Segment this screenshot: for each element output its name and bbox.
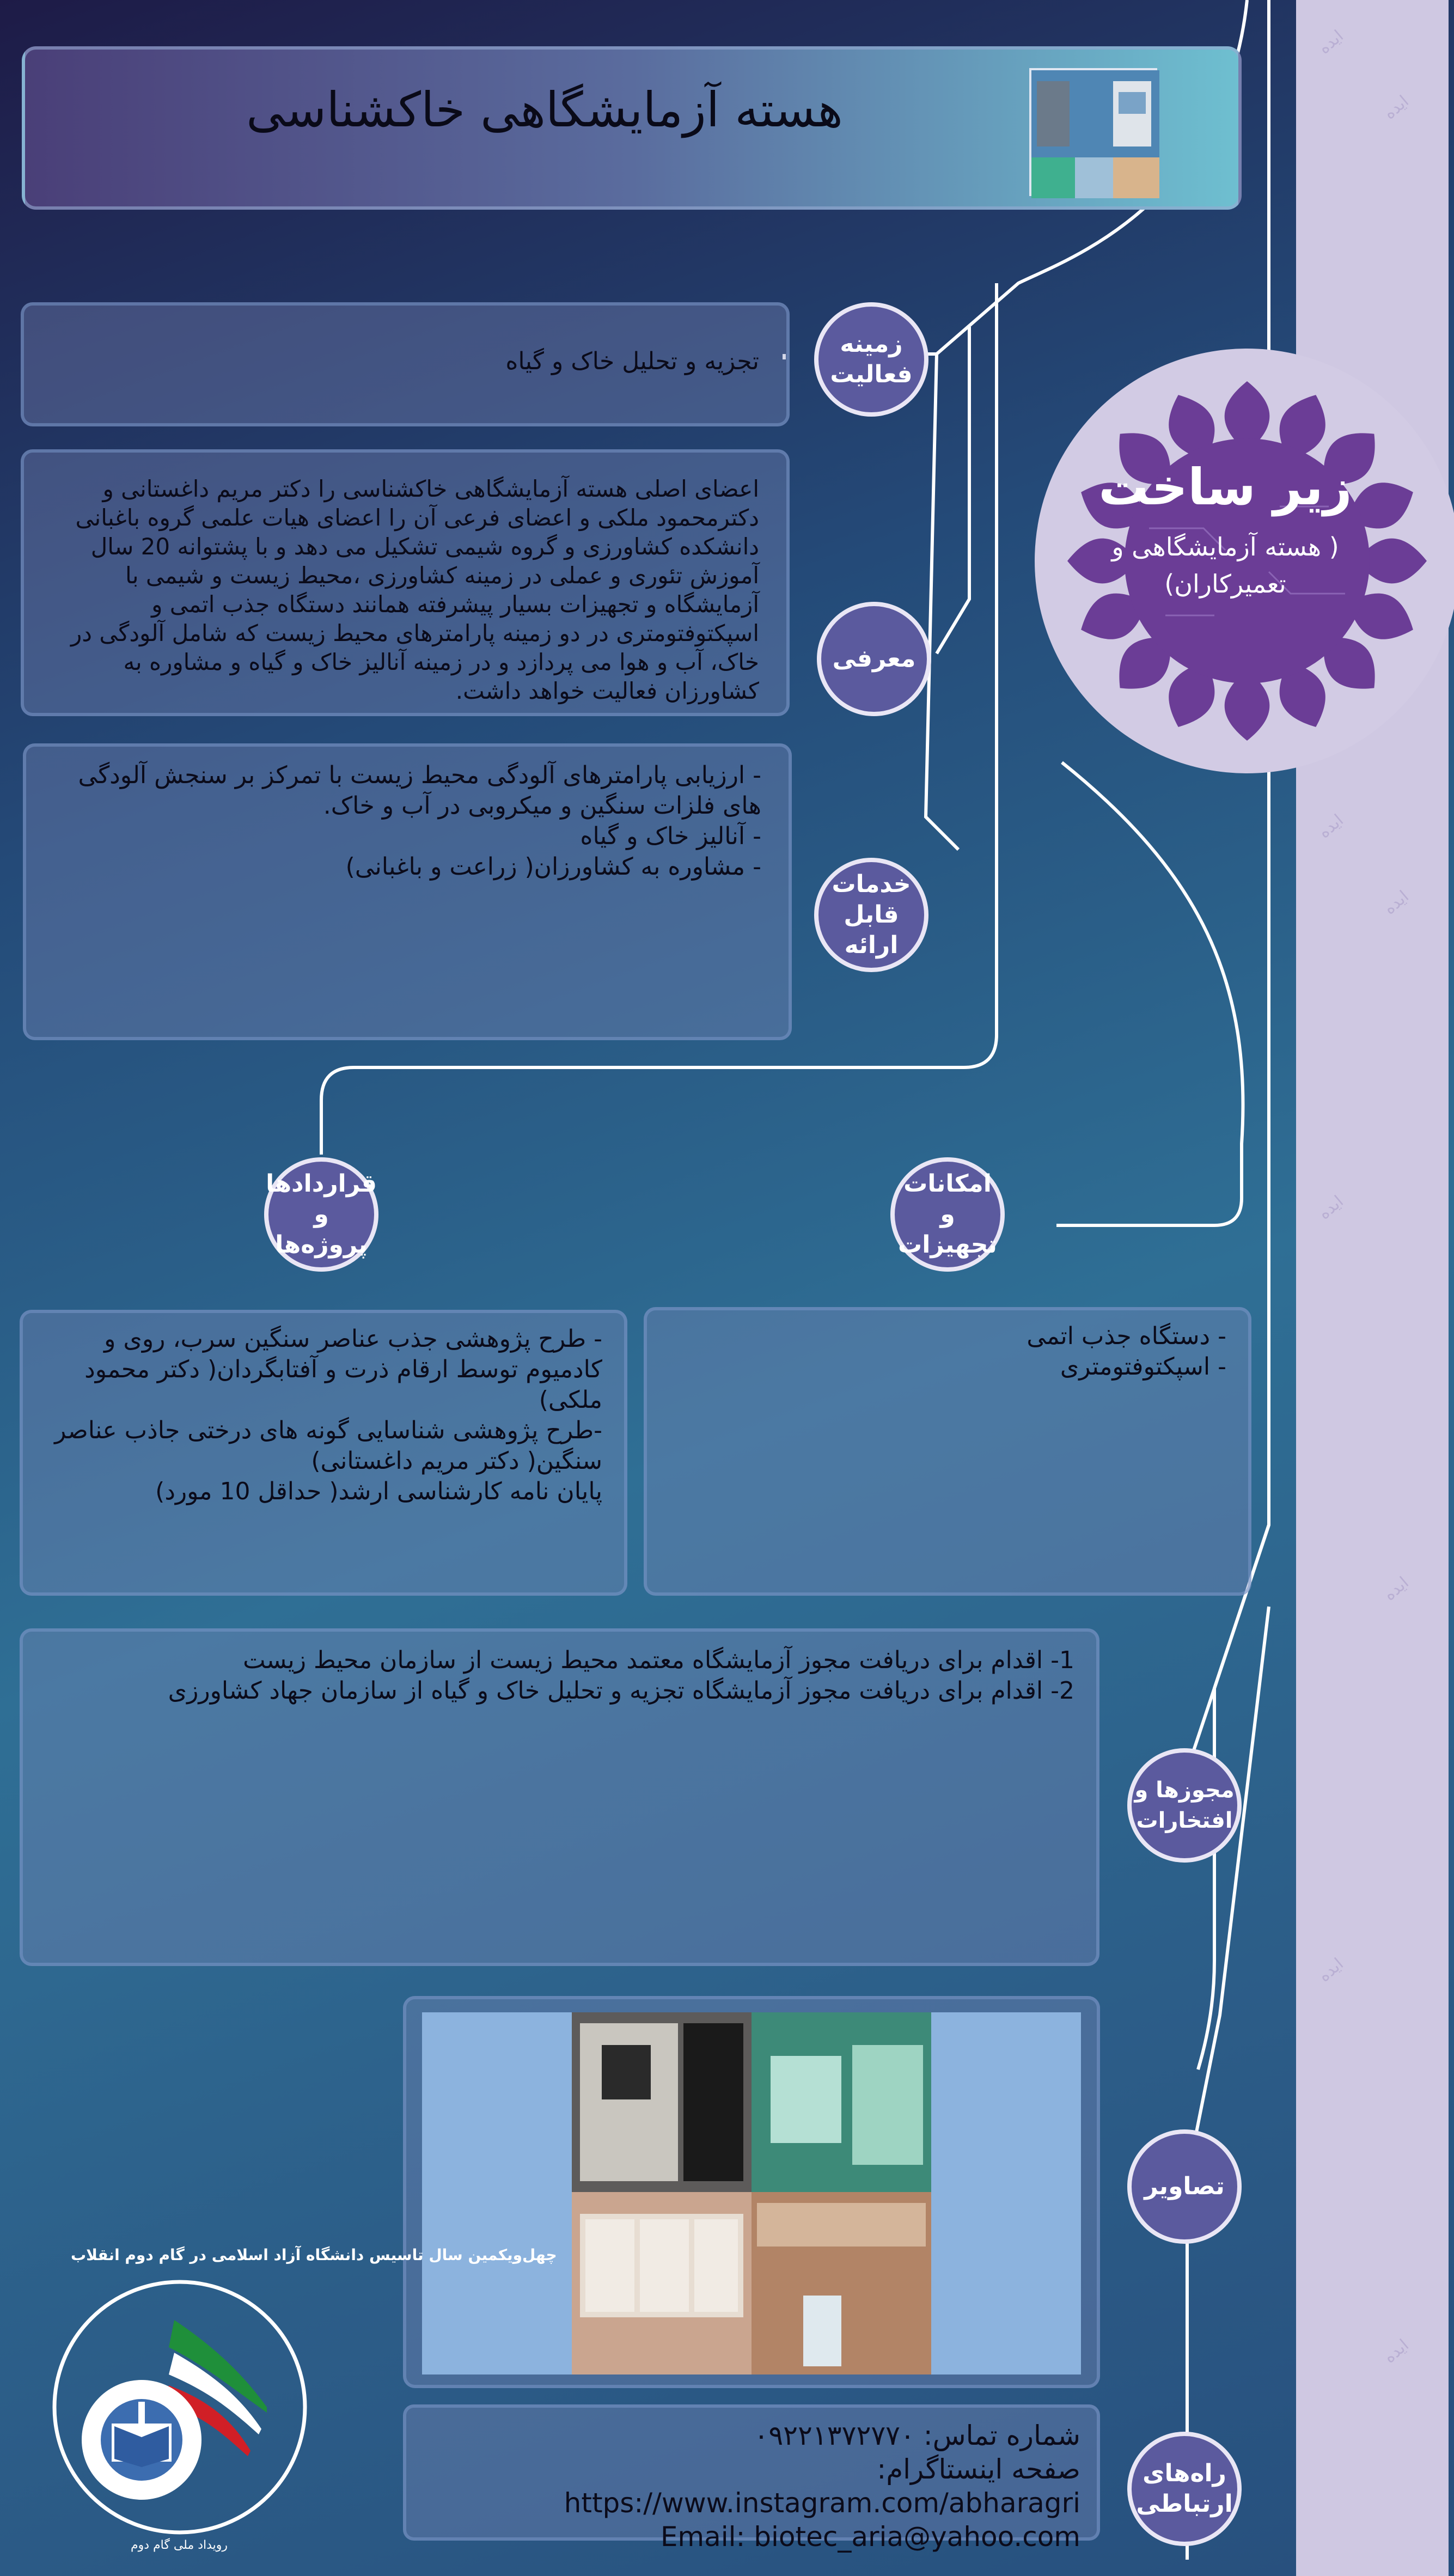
contact-phone: شماره تماس: ۰۹۲۲۱۳۷۲۷۷۰ [754, 2420, 1080, 2451]
services-label: خدمات قابل ارائه [814, 858, 928, 972]
contracts-item: - طرح پژوهشی جذب عناصر سنگین سرب، روی و کادمیوم توسط ارقام ذرت و آفتابگردان( دکتر محمود ملکی) [84, 1325, 602, 1414]
activity-text: تجزیه و تحلیل خاک و گیاه [505, 347, 759, 375]
contact-instagram-row [423, 2452, 1080, 2520]
brand-text [1062, 457, 1389, 602]
activity-label: زمینه فعالیت [814, 302, 928, 417]
watermark: ایده [1315, 26, 1347, 58]
watermark: ایده [1380, 2335, 1413, 2367]
watermark: ایده [1315, 1954, 1347, 1986]
contracts-item: پایان نامه کارشناسی ارشد( حداقل 10 مورد) [155, 1478, 602, 1505]
page-title: هسته آزمایشگاهی خاکشناسی [246, 82, 843, 138]
equipment-item: - اسپکتوفتومتری [1060, 1353, 1226, 1381]
intro-text: اعضای اصلی هسته آزمایشگاهی خاکشناسی را دکتر مریم داغستانی و دکترمحمود ملکی و اعضای فرعی آن را اعضای هیات علمی گروه باغبانی دانشکده کشاورزی و گروه شیمی تشکیل می دهد و با پشتوانه 20 سال آموزش تئوری و عملی در زمینه کشاورزی ،محیط زیست و شیمی با آزمایشگاه و تجهیزات بسیار پیشرفته همانند دستگاه جذب اتمی و اسپکتوفتومتری در دو زمینه پارامترهای محیط زیست که شامل آلودگی در خاک، آب و هوا می پردازد و در زمینه آنالیز خاک و گیاه و مشاوره به کشاورزان فعالیت خواهد داشت. [71, 475, 759, 704]
equipment-item: - دستگاه جذب اتمی [1027, 1322, 1226, 1350]
permits-item: 1- اقدام برای دریافت مجوز آزمایشگاه معتمد محیط زیست از سازمان محیط زیست [243, 1646, 1074, 1674]
watermark: ایده [1380, 887, 1413, 919]
permits-label: مجوزها و افتخارات [1127, 1748, 1242, 1863]
services-item: - آنالیز خاک و گیاه [580, 822, 761, 850]
contact-instagram-label: صفحه اینستاگرام: [877, 2453, 1080, 2485]
brand-title: زیر ساخت [1098, 458, 1352, 516]
logo-bottom-text: رویداد ملی گام دوم [131, 2538, 228, 2552]
watermark: ایده [1315, 1192, 1347, 1224]
contact-panel [403, 2404, 1100, 2553]
equipment-label: امکانات و تجهیزات [890, 1157, 1005, 1272]
watermark: ایده [1380, 1573, 1413, 1605]
permits-item: 2- اقدام برای دریافت مجوز آزمایشگاه تجزیه و تحلیل خاک و گیاه از سازمان جهاد کشاورزی [168, 1677, 1074, 1705]
logo-arc-text: چهل‌ویکمین سال تاسیس دانشگاه آزاد اسلامی در گام دوم انقلاب [71, 2246, 557, 2264]
line-equipment [1056, 762, 1243, 1225]
lab-thumbnail-image [1031, 70, 1159, 198]
line-images [1187, 1607, 1269, 2396]
contracts-item: -طرح پژوهشی شناسایی گونه های درختی جاذب عناصر سنگین( دکتر مریم داغستانی) [54, 1417, 602, 1475]
watermark: ایده [1380, 91, 1413, 124]
equipment-panel [644, 1307, 1251, 1596]
lab-thumbnail [1029, 68, 1157, 196]
lab-photo-collage [422, 2012, 1081, 2374]
activity-panel [21, 302, 790, 426]
contracts-panel [20, 1310, 627, 1596]
contact-email[interactable]: Email: biotec_aria@yahoo.com [660, 2521, 1080, 2553]
services-item: - ارزیابی پارامترهای آلودگی محیط زیست با تمرکز بر سنجش آلودگی های فلزات سنگین و میکروبی در آب و خاک. [78, 761, 761, 820]
watermark: ایده [1315, 810, 1347, 843]
permits-panel [20, 1628, 1099, 1966]
contact-label: راه‌های ارتباطی [1127, 2432, 1242, 2546]
university-logo [33, 2227, 557, 2565]
line-intro [937, 327, 969, 654]
lab-photos [422, 2012, 1081, 2374]
contact-instagram-link[interactable]: https://www.instagram.com/abharagri [564, 2487, 1080, 2519]
intro-label: معرفی [817, 602, 931, 716]
book-flower-emblem [82, 2380, 201, 2500]
services-panel [23, 743, 792, 1040]
brand-subtitle: ( هسته آزمایشگاهی و تعمیرکاران) [1111, 532, 1339, 599]
contracts-label: قراردادها و پروژه‌ها [264, 1157, 378, 1272]
intro-panel [21, 449, 790, 716]
images-label: تصاویر [1127, 2129, 1242, 2244]
services-item: - مشاوره به کشاورزان( زراعت و باغبانی) [345, 853, 761, 881]
